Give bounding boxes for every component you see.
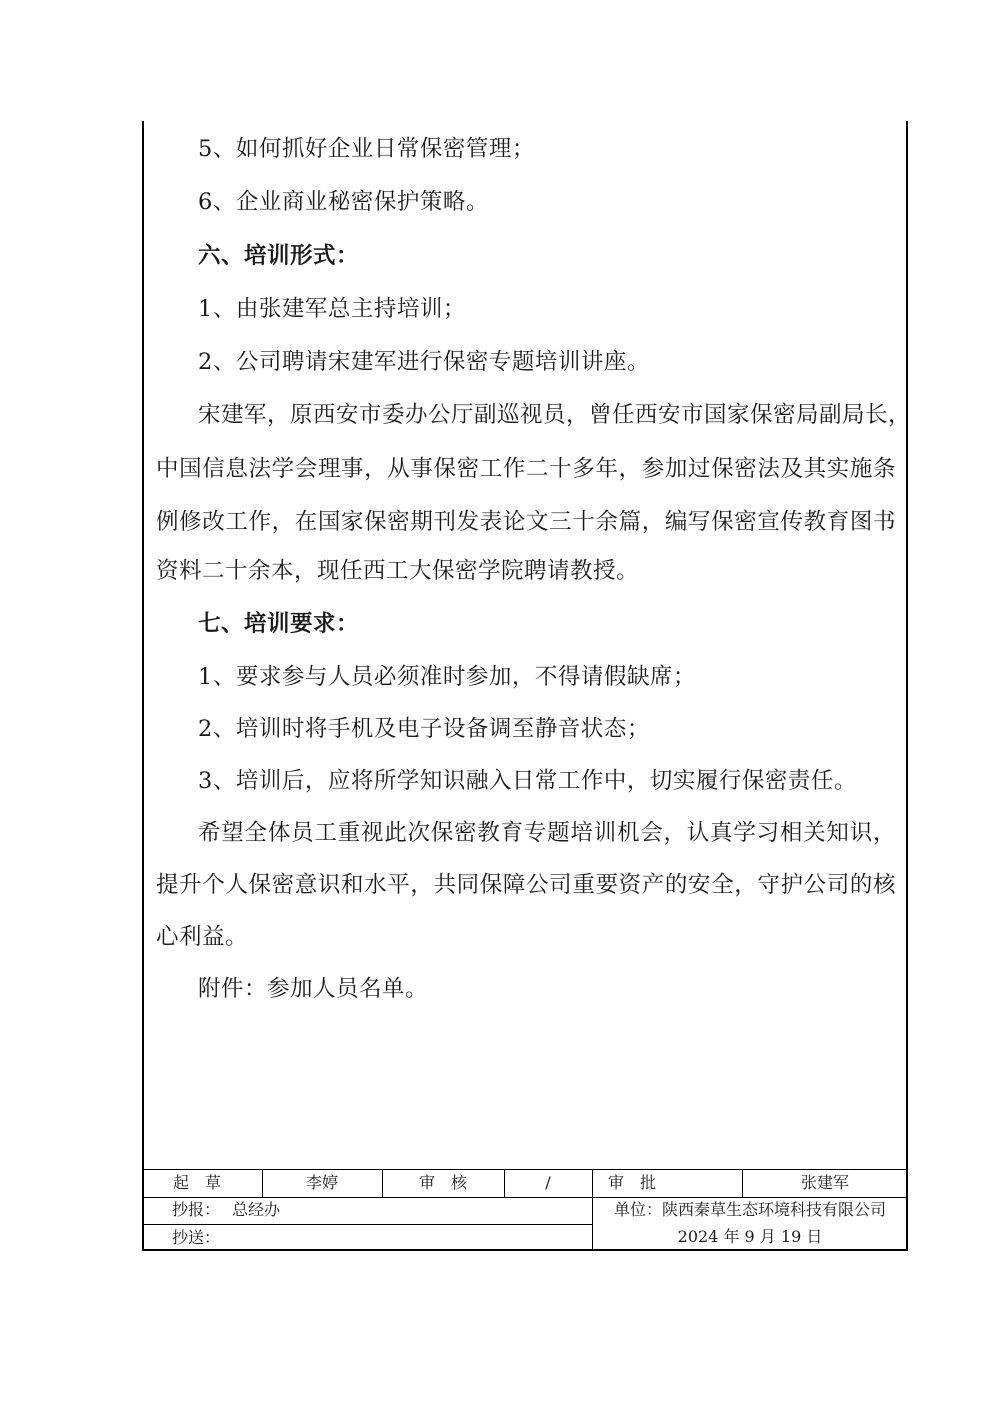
review-label: 审 核 bbox=[418, 1173, 467, 1192]
closing-line-1: 希望全体员工重视此次保密教育专题培训机会，认真学习相关知识， bbox=[198, 820, 896, 846]
approve-label: 审 批 bbox=[607, 1173, 656, 1192]
review-value: / bbox=[545, 1173, 551, 1192]
draft-label: 起 草 bbox=[172, 1173, 221, 1192]
form-item-2: 2、公司聘请宋建军进行保密专题培训讲座。 bbox=[198, 349, 650, 375]
attachment-note: 附件：参加人员名单。 bbox=[198, 976, 429, 1002]
draft-value: 李婷 bbox=[305, 1173, 338, 1192]
list-item-5: 5、如何抓好企业日常保密管理； bbox=[198, 136, 535, 162]
bio-line-4: 资料二十余本，现任西工大保密学院聘请教授。 bbox=[156, 558, 640, 584]
requirement-item-1: 1、要求参与人员必须准时参加，不得请假缺席； bbox=[198, 664, 696, 690]
issue-date: 2024 年 9 月 19 日 bbox=[677, 1227, 823, 1246]
section-heading-training-form: 六、培训形式： bbox=[198, 243, 360, 269]
closing-line-3: 心利益。 bbox=[156, 924, 249, 950]
bio-line-2: 中国信息法学会理事，从事保密工作二十多年，参加过保密法及其实施条 bbox=[156, 456, 896, 482]
report-value: 总经办 bbox=[232, 1200, 281, 1219]
form-item-1: 1、由张建军总主持培训； bbox=[198, 296, 466, 322]
cc-label: 抄送： bbox=[172, 1228, 221, 1247]
requirement-item-2: 2、培训时将手机及电子设备调至静音状态； bbox=[198, 716, 650, 742]
approval-table bbox=[142, 1169, 908, 1251]
requirement-item-3: 3、培训后，应将所学知识融入日常工作中，切实履行保密责任。 bbox=[198, 768, 857, 794]
closing-line-2: 提升个人保密意识和水平，共同保障公司重要资产的安全，守护公司的核 bbox=[156, 872, 896, 898]
report-label: 抄报： bbox=[172, 1200, 221, 1219]
approve-value: 张建军 bbox=[800, 1173, 849, 1192]
list-item-6: 6、企业商业秘密保护策略。 bbox=[198, 189, 489, 215]
issuing-unit: 单位：陕西秦草生态环境科技有限公司 bbox=[613, 1200, 886, 1219]
bio-line-1: 宋建军，原西安市委办公厅副巡视员，曾任西安市国家保密局副局长， bbox=[198, 402, 912, 428]
section-heading-training-requirements: 七、培训要求： bbox=[198, 611, 360, 637]
bio-line-3: 例修改工作，在国家保密期刊发表论文三十余篇，编写保密宣传教育图书 bbox=[156, 509, 896, 535]
